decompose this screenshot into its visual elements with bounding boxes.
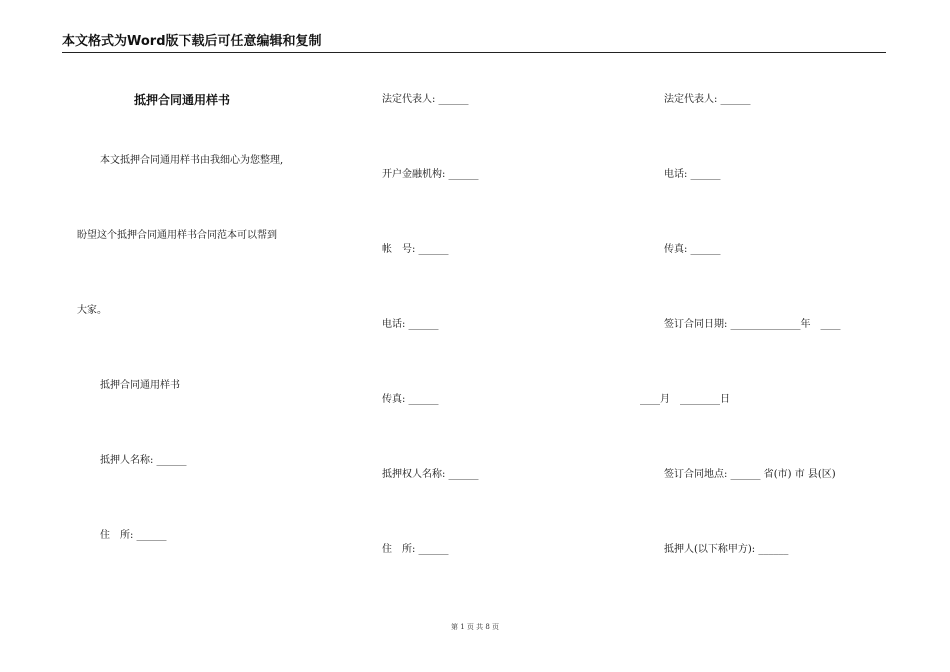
legal-rep-field: 法定代表人: ______ <box>382 94 469 105</box>
mortgagee-address-field: 住 所: ______ <box>382 544 449 555</box>
document-title: 抵押合同通用样书 <box>134 93 231 107</box>
sign-place-field: 签订合同地点: ______ 省(市) 市 县(区) <box>664 469 836 480</box>
fax-field-2: 传真: ______ <box>664 244 721 255</box>
legal-rep-field-2: 法定代表人: ______ <box>664 94 751 105</box>
bank-field: 开户金融机构: ______ <box>382 169 479 180</box>
page-number: 第 1 页 共 8 页 <box>450 623 500 631</box>
mortgagee-name-field: 抵押权人名称: ______ <box>382 469 479 480</box>
fax-field: 传真: ______ <box>382 394 439 405</box>
page-header <box>62 34 886 53</box>
header-text: 本文格式为Word版下载后可任意编辑和复制 <box>62 34 322 49</box>
section-heading: 抵押合同通用样书 <box>100 380 180 391</box>
intro-line-2: 盼望这个抵押合同通用样书合同范本可以帮到 <box>77 230 277 241</box>
sign-date-field: 签订合同日期: ______________年 ____ <box>664 319 841 330</box>
mortgagor-name-field: 抵押人名称: ______ <box>100 455 187 466</box>
sign-date-continued: ____月 ________日 <box>640 394 730 405</box>
mortgagor-address-field: 住 所: ______ <box>100 530 167 541</box>
phone-field: 电话: ______ <box>382 319 439 330</box>
intro-line-3: 大家。 <box>77 305 107 316</box>
phone-field-2: 电话: ______ <box>664 169 721 180</box>
intro-line-1: 本文抵押合同通用样书由我细心为您整理, <box>100 155 284 166</box>
party-a-field: 抵押人(以下称甲方): ______ <box>664 544 789 555</box>
account-field: 帐 号: ______ <box>382 244 449 255</box>
